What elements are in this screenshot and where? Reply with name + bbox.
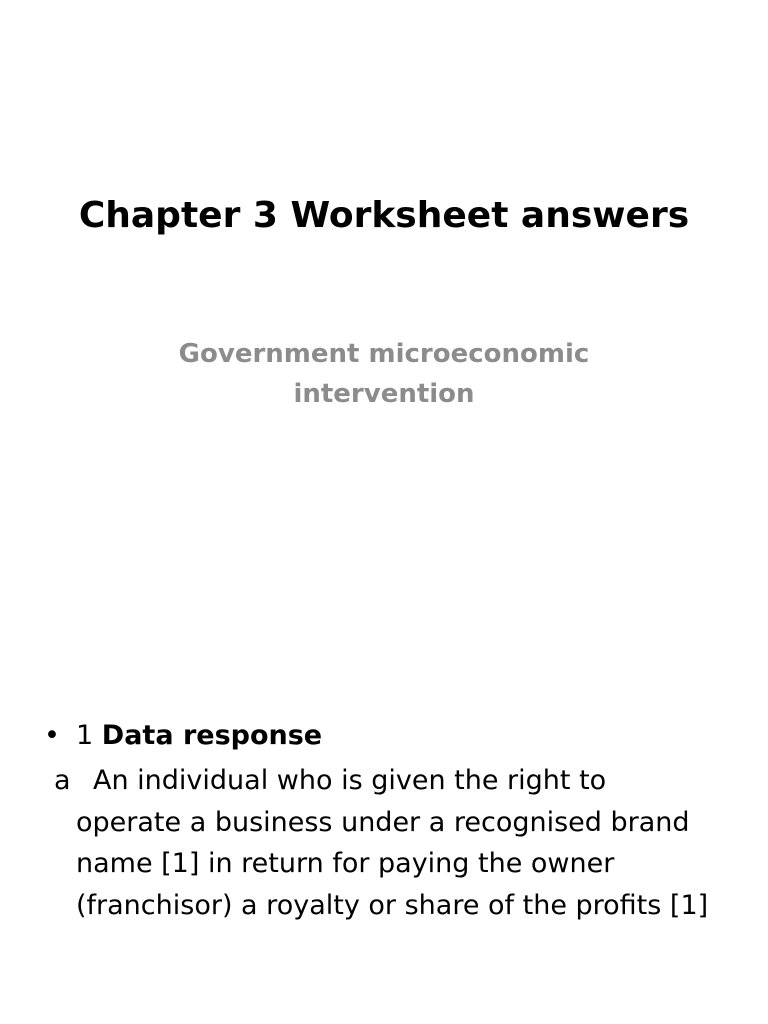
answer-text	[76, 760, 756, 926]
page-title: Chapter 3 Worksheet answers	[78, 195, 690, 236]
bullet-marker: •	[44, 720, 60, 751]
subtitle-line-1: Government microeconomic	[178, 339, 590, 369]
answer-item	[0, 760, 768, 926]
answer-line-1: An individual who is given the right to	[93, 765, 607, 796]
answer-line-3: name [1] in return for paying the owner	[76, 848, 615, 879]
subtitle-line-2: intervention	[293, 379, 475, 409]
answer-letter: a	[54, 765, 71, 796]
answer-line-2: operate a business under a recognised brand	[76, 806, 690, 838]
bullet-heading: Data response	[101, 720, 323, 751]
bullet-item	[0, 712, 768, 760]
slide-content	[0, 712, 768, 926]
answer-line-4: (franchisor) a royalty or share of the profits [1]	[76, 889, 709, 921]
bullet-number: 1	[76, 720, 94, 751]
bullet-text	[76, 712, 322, 760]
page-subtitle	[134, 334, 634, 414]
